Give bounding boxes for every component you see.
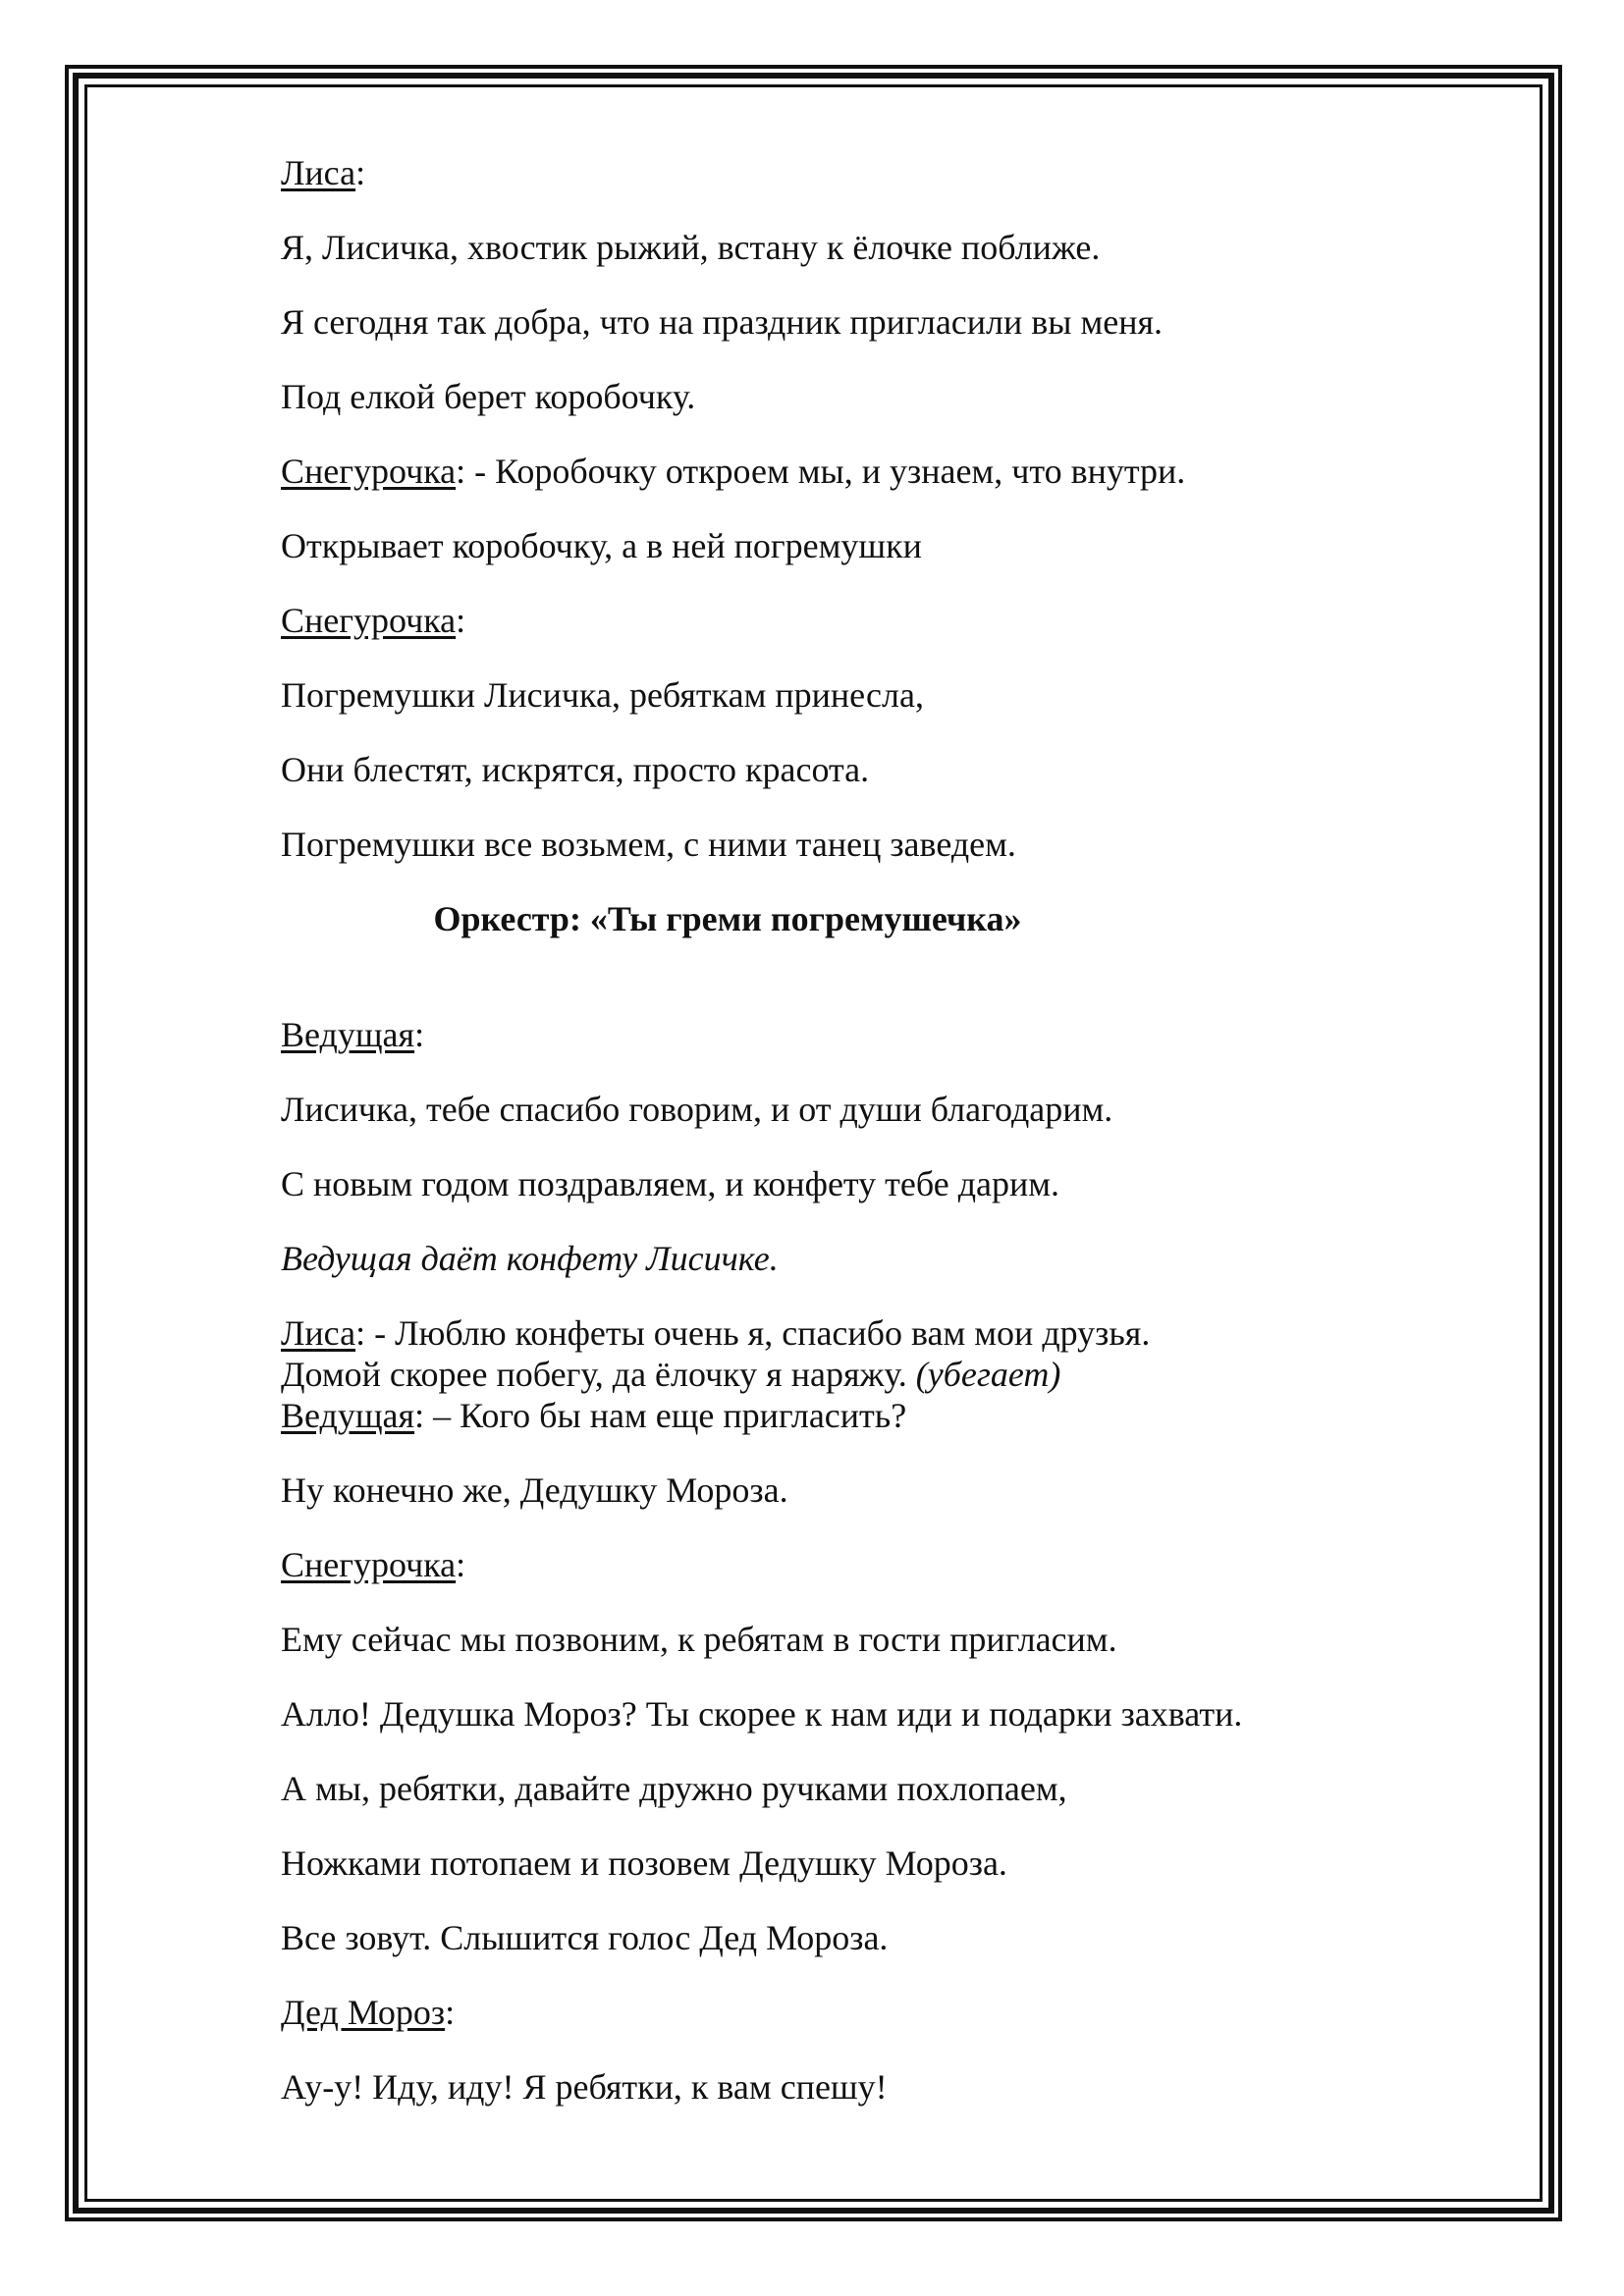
line-text: Под елкой берет коробочку.: [281, 377, 696, 416]
script-line: [281, 301, 1380, 343]
speaker-name: Дед Мороз: [281, 1993, 446, 2032]
script-line: [281, 824, 1380, 865]
script-line: [281, 1395, 1380, 1436]
script-line: [281, 451, 1380, 492]
line-text: Ножками потопаем и позовем Дедушку Мороза.: [281, 1843, 1007, 1883]
line-text: С новым годом поздравляем, и конфету тебе дарим.: [281, 1164, 1060, 1203]
script-line: [281, 1089, 1380, 1130]
script-line: [281, 1469, 1380, 1511]
speaker-name: Ведущая: [281, 1396, 415, 1435]
line-text: Ну конечно же, Дедушку Мороза.: [281, 1470, 788, 1510]
line-text: Ему сейчас мы позвоним, к ребятам в гости пригласим.: [281, 1620, 1117, 1659]
script-line: [281, 1312, 1380, 1354]
line-text: Лисичка, тебе спасибо говорим, и от души благодарим.: [281, 1090, 1113, 1129]
line-text: Домой скорее побегу, да ёлочку я наряжу.: [281, 1355, 916, 1394]
line-text: Они блестят, искрятся, просто красота.: [281, 750, 870, 789]
line-text: : - Коробочку откроем мы, и узнаем, что внутри.: [456, 452, 1186, 491]
speaker-name: Лиса: [281, 1313, 356, 1353]
line-text: Я, Лисичка, хвостик рыжий, встану к ёлочке поближе.: [281, 228, 1101, 267]
stage-direction: Ведущая даёт конфету Лисичке.: [281, 1239, 779, 1278]
line-text: :: [456, 601, 466, 640]
section-heading: Оркестр: «Ты греми погремушечка»: [433, 899, 1022, 938]
script-line: [281, 1544, 1380, 1585]
script-line: [281, 1238, 1380, 1279]
script-line: [281, 525, 1380, 566]
speaker-name: Лиса: [281, 153, 356, 192]
script-line: [281, 2066, 1380, 2108]
line-text: Алло! Дедушка Мороз? Ты скорее к нам иди и подарки захвати.: [281, 1694, 1243, 1734]
line-text: Ау-у! Иду, иду! Я ребятки, к вам спешу!: [281, 2067, 888, 2107]
script-line: [281, 600, 1380, 641]
script-line: [281, 1992, 1380, 2033]
line-text: :: [414, 1015, 425, 1054]
script-line: [281, 1693, 1380, 1735]
script-line: [281, 1354, 1380, 1395]
script-line: [281, 1842, 1380, 1884]
script-line: [281, 152, 1380, 193]
script-line: [281, 1014, 1380, 1055]
speaker-name: Снегурочка: [281, 1545, 457, 1584]
script-line: [281, 749, 1380, 790]
line-text: А мы, ребятки, давайте дружно ручками похлопаем,: [281, 1769, 1067, 1808]
script-line: [281, 1768, 1380, 1809]
speaker-name: Ведущая: [281, 1015, 415, 1054]
line-text: : – Кого бы нам еще пригласить?: [414, 1396, 907, 1435]
line-text: :: [456, 1545, 466, 1584]
line-text: Я сегодня так добра, что на праздник пригласили вы меня.: [281, 302, 1164, 342]
line-text: Все зовут. Слышится голос Дед Мороза.: [281, 1918, 889, 1957]
line-text: Погремушки все возьмем, с ними танец заведем.: [281, 825, 1016, 864]
script-line: [281, 227, 1380, 268]
script-line: [281, 1163, 1380, 1204]
line-text: : - Люблю конфеты очень я, спасибо вам мои друзья.: [355, 1313, 1151, 1353]
line-text: Открывает коробочку, а в ней погремушки: [281, 526, 922, 565]
speaker-name: Снегурочка: [281, 601, 457, 640]
script-line: [281, 1917, 1380, 1958]
script-line: [281, 376, 1380, 417]
line-text: :: [445, 1993, 456, 2032]
speaker-name: Снегурочка: [281, 452, 457, 491]
line-text: :: [355, 153, 366, 192]
script-line: [281, 1619, 1380, 1660]
document-body: [281, 152, 1380, 2141]
script-line: [281, 674, 1380, 716]
line-text: Погремушки Лисичка, ребяткам принесла,: [281, 675, 924, 715]
stage-direction: (убегает): [915, 1355, 1061, 1394]
